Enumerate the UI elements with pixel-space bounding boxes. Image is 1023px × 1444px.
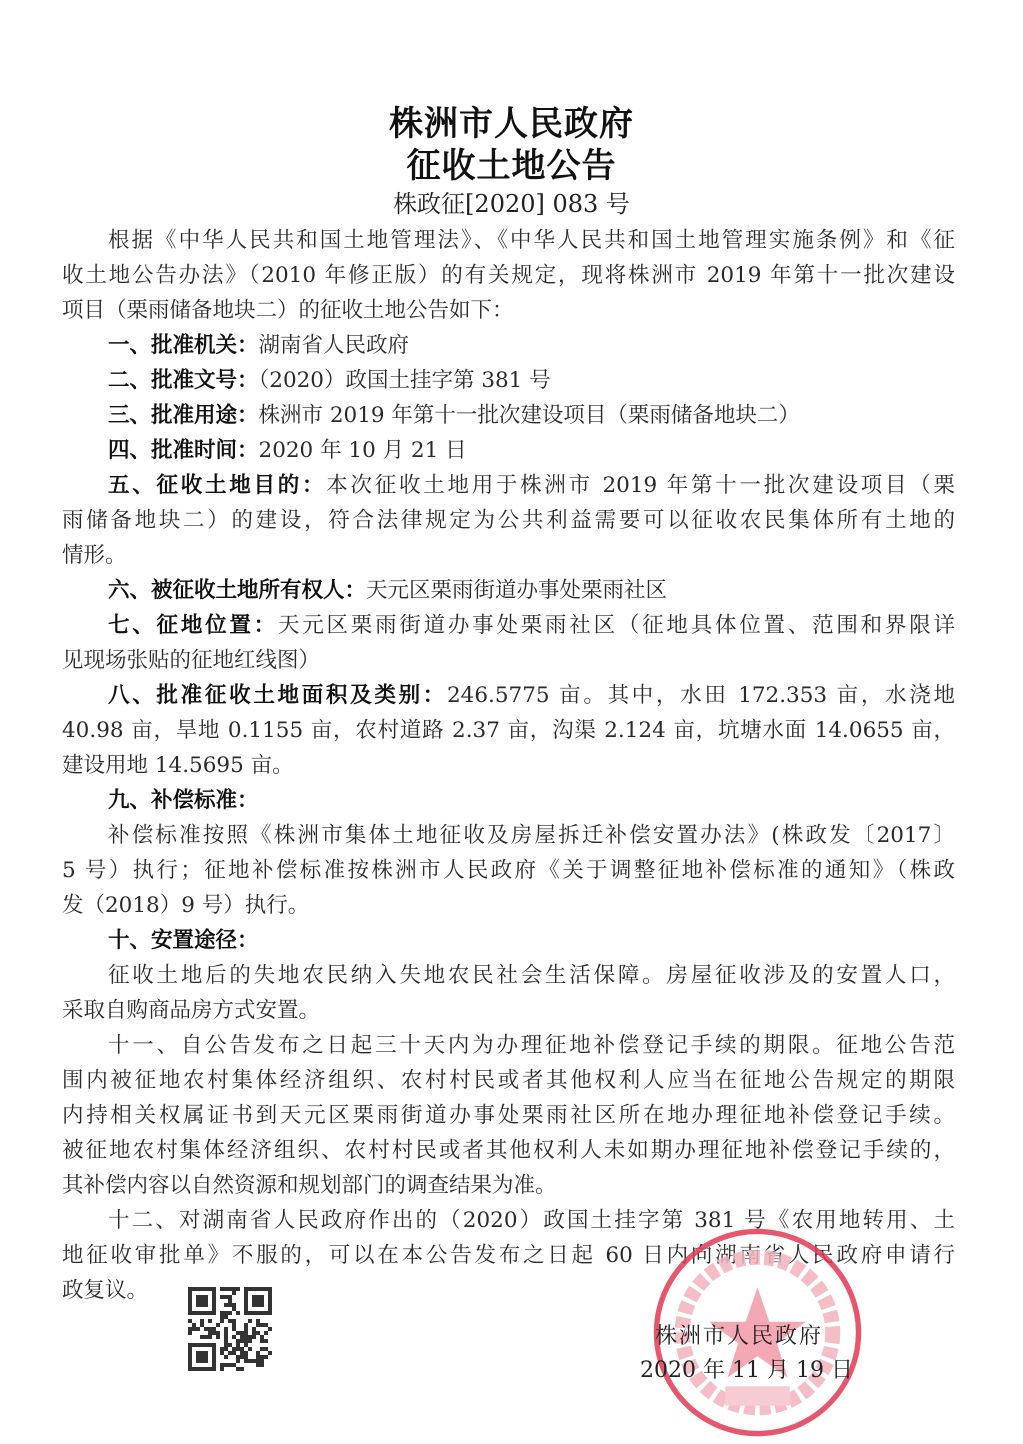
line-text: 其补偿内容以自然资源和规划部门的调查结果为准。 (62, 1173, 557, 1198)
line-text: 雨储备地块二）的建设，符合法律规定为公共利益需要可以征收农民集体所有土地的 (62, 508, 955, 533)
line-text: 湖南省人民政府 (258, 333, 410, 358)
text-line (62, 1028, 955, 1063)
section-label: 一、批准机关： (108, 333, 259, 358)
line-text: 本次征收土地用于株洲市 2019 年第十一批次建设项目（栗 (326, 473, 955, 498)
line-text: 政复议。 (62, 1278, 149, 1303)
text-line (62, 538, 955, 573)
text-line (62, 1098, 955, 1133)
notice-body (62, 223, 955, 1308)
text-line (62, 993, 955, 1028)
text-line (62, 398, 955, 433)
text-line (62, 573, 955, 608)
line-text: 2020 年 10 月 21 日 (258, 438, 467, 463)
section-label: 七、征地位置： (108, 613, 278, 638)
line-text: 项目（栗雨储备地块二）的征收土地公告如下： (62, 298, 514, 323)
line-text: 40.98 亩，旱地 0.1155 亩，农村道路 2.37 亩，沟渠 2.124 亩，坑塘水面 14.0655 亩， (62, 718, 955, 743)
line-text: （2020）政国土挂字第 381 号 (258, 368, 551, 393)
title-line-1: 株洲市人民政府 (389, 104, 634, 144)
section-label: 二、批准文号： (108, 368, 259, 393)
text-line (62, 363, 955, 398)
line-text: 十一、自公告发布之日起三十天内为办理征地补偿登记手续的期限。征地公告范 (108, 1033, 955, 1058)
text-line (62, 1168, 955, 1203)
text-line (62, 1063, 955, 1098)
text-line (62, 923, 955, 958)
text-line (62, 748, 955, 783)
text-line (62, 433, 955, 468)
line-text: 株洲市 2019 年第十一批次建设项目（栗雨储备地块二） (258, 403, 800, 428)
line-text: 被征地农村集体经济组织、农村村民或者其他权利人未如期办理征地补偿登记手续的， (62, 1138, 955, 1163)
title-line-2: 征收土地公告 (406, 146, 617, 186)
section-label: 八、批准征收土地面积及类别： (108, 683, 447, 708)
text-line (62, 328, 955, 363)
section-label: 十、安置途径： (108, 928, 259, 953)
line-text: 建设用地 14.5695 亩。 (62, 753, 294, 778)
text-line (62, 468, 955, 503)
line-text: 地征收审批单》不服的，可以在本公告发布之日起 60 日内向湖南省人民政府申请行 (62, 1243, 955, 1268)
issue-date: 2020 年 11 月 19 日 (640, 1358, 853, 1383)
text-line (62, 643, 955, 678)
line-text: 情形。 (62, 543, 127, 568)
text-line (62, 853, 955, 888)
text-line (62, 713, 955, 748)
line-text: 十二、对湖南省人民政府作出的（2020）政国土挂字第 381 号《农用地转用、土 (108, 1208, 955, 1233)
line-text: 补偿标准按照《株洲市集体土地征收及房屋拆迁补偿安置办法》(株政发〔2017〕 (108, 823, 955, 848)
line-text: 征收土地后的失地农民纳入失地农民社会生活保障。房屋征收涉及的安置人口， (108, 963, 955, 988)
text-line (62, 888, 955, 923)
line-text: 围内被征地农村集体经济组织、农村村民或者其他权利人应当在征地公告规定的期限 (62, 1068, 955, 1093)
text-line (62, 678, 955, 713)
line-text: 内持相关权属证书到天元区栗雨街道办事处栗雨社区所在地办理征地补偿登记手续。 (62, 1103, 955, 1128)
qr-code (188, 1287, 272, 1371)
line-text: 发（2018）9 号）执行。 (62, 893, 310, 918)
document-number: 株政征[2020] 083 号 (393, 190, 630, 218)
text-line (62, 608, 955, 643)
line-text: 天元区栗雨街道办事处栗雨社区 (366, 578, 668, 603)
text-line (62, 783, 955, 818)
section-label: 六、被征收土地所有权人： (108, 578, 367, 603)
text-line (62, 1133, 955, 1168)
text-line (62, 503, 955, 538)
text-line (62, 293, 955, 328)
section-label: 五、征收土地目的： (108, 473, 327, 498)
section-label: 九、补偿标准： (108, 788, 259, 813)
text-line (62, 223, 955, 258)
line-text: 天元区栗雨街道办事处栗雨社区（征地具体位置、范围和界限详 (277, 613, 955, 638)
line-text: 采取自购商品房方式安置。 (62, 998, 321, 1023)
section-label: 三、批准用途： (108, 403, 259, 428)
line-text: 收土地公告办法》（2010 年修正版）的有关规定，现将株洲市 2019 年第十一批次建设 (62, 263, 955, 288)
section-label: 四、批准时间： (108, 438, 259, 463)
issuer-name: 株洲市人民政府 (655, 1324, 824, 1349)
text-line (62, 818, 955, 853)
line-text: 246.5775 亩。其中，水田 172.353 亩，水浇地 (447, 683, 955, 708)
text-line (62, 258, 955, 293)
line-text: 根据《中华人民共和国土地管理法》、《中华人民共和国土地管理实施条例》和《征 (108, 228, 955, 253)
line-text: 见现场张贴的征地红线图） (62, 648, 321, 673)
text-line (62, 958, 955, 993)
line-text: 5 号）执行；征地补偿标准按株洲市人民政府《关于调整征地补偿标准的通知》（株政 (62, 858, 955, 883)
